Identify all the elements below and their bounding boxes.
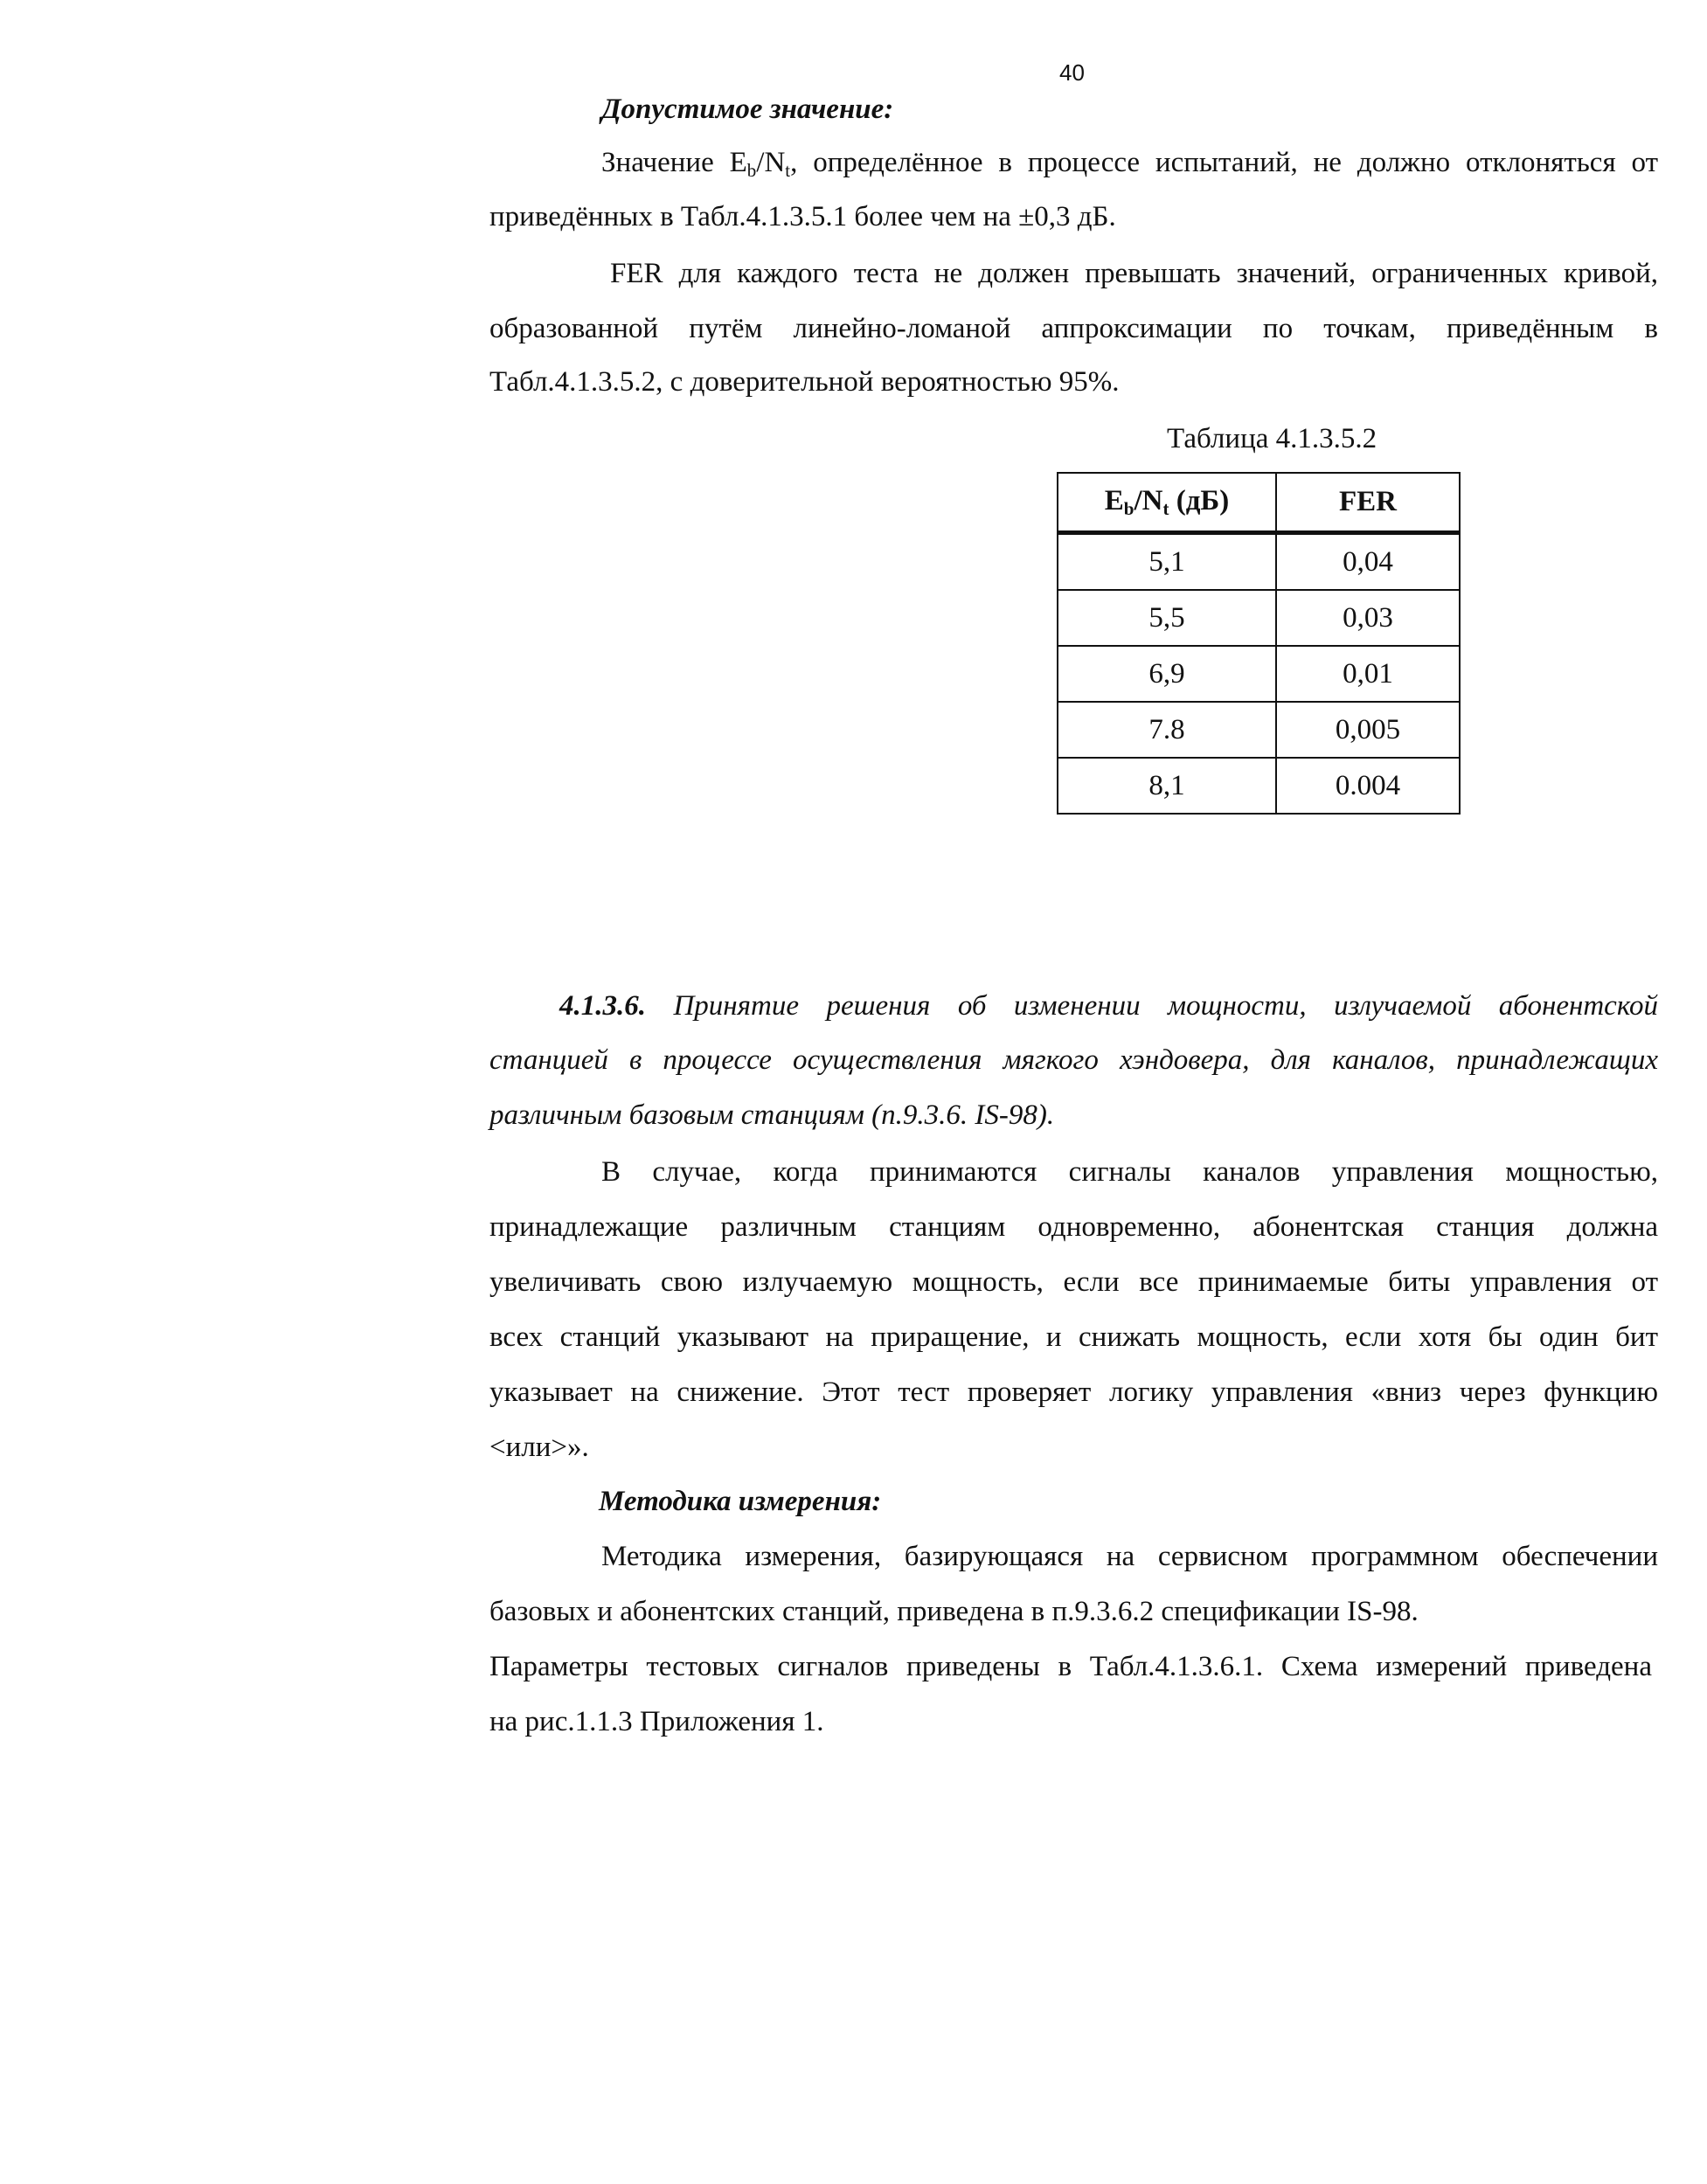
section-number: 4.1.3.6. bbox=[559, 990, 646, 1022]
paragraph-line: Параметры тестовых сигналов приведены в Табл.4.1.3.6.1. Схема измерений приведена bbox=[489, 1651, 1652, 1682]
table-cell-ebnt: 5,1 bbox=[1058, 533, 1276, 591]
paragraph-line: Значение $E_b/N_t$, определённое в процессе испытаний, не должно отклоняться от bbox=[601, 147, 1658, 181]
data-table bbox=[1057, 472, 1461, 815]
section-title-line: 4.1.3.6. Принятие решения об изменении мощности, излучаемой абонентской bbox=[559, 990, 1659, 1022]
table-cell-ebnt: 8,1 bbox=[1058, 758, 1276, 814]
paragraph-line: FER для каждого теста не должен превышать значений, ограниченных кривой, bbox=[610, 258, 1658, 289]
table-header-fer: FER bbox=[1276, 473, 1460, 533]
section-title-line: различным базовым станциям (п.9.3.6. IS-98). bbox=[489, 1099, 1055, 1131]
table-cell-ebnt: 5,5 bbox=[1058, 590, 1276, 646]
table-cell-fer: 0,03 bbox=[1276, 590, 1460, 646]
table-caption: Таблица 4.1.3.5.2 bbox=[1167, 423, 1377, 454]
paragraph-line: В случае, когда принимаются сигналы каналов управления мощностью, bbox=[601, 1156, 1658, 1188]
table-row bbox=[1058, 646, 1460, 702]
paragraph-line: базовых и абонентских станций, приведена в п.9.3.6.2 спецификации IS-98. bbox=[489, 1596, 1419, 1627]
table-header-ebnt: $E_b/N_t$ (дБ) bbox=[1058, 473, 1276, 533]
paragraph-line: приведённых в Табл.4.1.3.5.1 более чем на ±0,3 дБ. bbox=[489, 201, 1116, 232]
table-row bbox=[1058, 702, 1460, 758]
table-cell-fer: 0,01 bbox=[1276, 646, 1460, 702]
paragraph-line: принадлежащие различным станциям одновременно, абонентская станция должна bbox=[489, 1211, 1658, 1243]
table-cell-fer: 0,04 bbox=[1276, 533, 1460, 591]
table-cell-fer: 0.004 bbox=[1276, 758, 1460, 814]
paragraph-line: Методика измерения, базирующаяся на сервисном программном обеспечении bbox=[601, 1541, 1658, 1572]
section-title-line: станцией в процессе осуществления мягкого хэндовера, для каналов, принадлежащих bbox=[489, 1044, 1658, 1076]
page-number: 40 bbox=[1059, 59, 1085, 86]
table-cell-fer: 0,005 bbox=[1276, 702, 1460, 758]
table-row bbox=[1058, 590, 1460, 646]
section-heading-methodology: Методика измерения: bbox=[599, 1486, 882, 1517]
table-cell-ebnt: 6,9 bbox=[1058, 646, 1276, 702]
paragraph-line: всех станций указывают на приращение, и снижать мощность, если хотя бы один бит bbox=[489, 1321, 1658, 1353]
table-cell-ebnt: 7.8 bbox=[1058, 702, 1276, 758]
paragraph-line: на рис.1.1.3 Приложения 1. bbox=[489, 1706, 824, 1737]
section-heading-allowed-value: Допустимое значение: bbox=[601, 94, 894, 125]
paragraph-line: увеличивать свою излучаемую мощность, если все принимаемые биты управления от bbox=[489, 1266, 1658, 1298]
paragraph-line: Табл.4.1.3.5.2, с доверительной вероятностью 95%. bbox=[489, 366, 1120, 398]
table-row bbox=[1058, 533, 1460, 591]
paragraph-line: указывает на снижение. Этот тест проверяет логику управления «вниз через функцию bbox=[489, 1376, 1658, 1408]
paragraph-line: <или>». bbox=[489, 1432, 589, 1463]
table-header-row bbox=[1058, 473, 1460, 533]
table-row bbox=[1058, 758, 1460, 814]
paragraph-line: образованной путём линейно-ломаной аппроксимации по точкам, приведённым в bbox=[489, 313, 1658, 344]
